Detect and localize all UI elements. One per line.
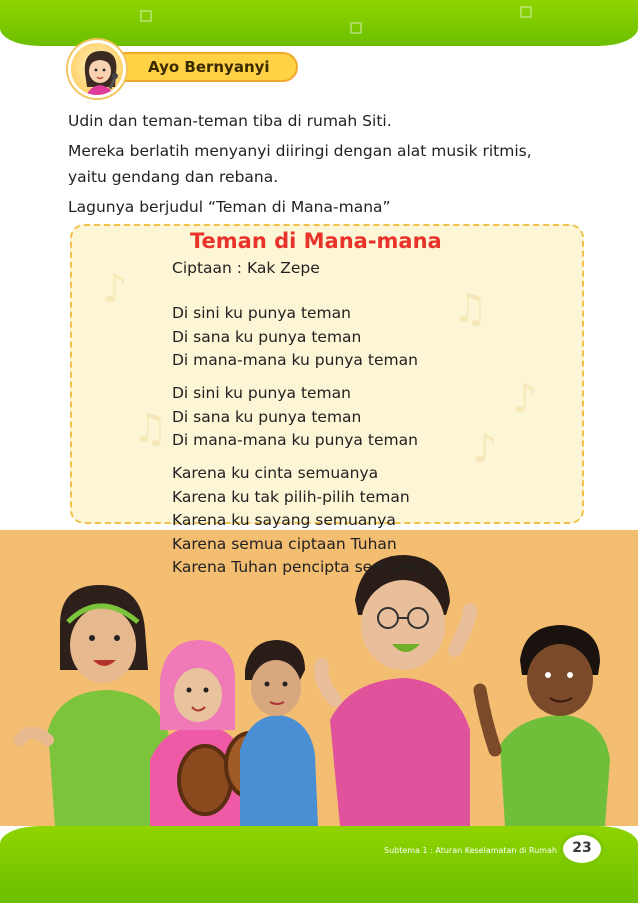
song-stanza-2 — [172, 382, 418, 453]
bottom-decorative-band — [0, 826, 638, 903]
lyric-line: Karena ku tak pilih-pilih teman — [172, 487, 410, 506]
intro-line-2: Mereka berlatih menyanyi diiringi dengan alat musik ritmis, yaitu gendang dan rebana. — [68, 142, 532, 186]
decorative-square — [350, 22, 362, 34]
lyric-line: Di sini ku punya teman — [172, 304, 351, 322]
lyric-line: Di sana ku punya teman — [172, 407, 362, 426]
lyric-line: Di mana-mana ku punya teman — [172, 351, 418, 369]
girl-singing-avatar-icon — [68, 40, 126, 98]
boy-blue-shirt-figure — [240, 640, 318, 826]
music-note-icon: ♪ — [102, 266, 128, 312]
decorative-square — [140, 10, 152, 22]
lyric-line: Karena ku cinta semuanya — [172, 464, 379, 482]
footer-subtitle: Subtema 1 : Aturan Keselamatan di Rumah — [384, 846, 557, 855]
music-note-icon: ♫ — [452, 286, 488, 332]
section-header-badge — [108, 52, 298, 82]
lyric-line: Di sana ku punya teman — [172, 327, 362, 346]
song-title: Teman di Mana-mana — [190, 229, 442, 253]
page-number: 23 — [560, 832, 604, 866]
boy-green-shirt-figure — [480, 625, 610, 826]
intro-line-1: Udin dan teman-teman tiba di rumah Siti. — [68, 112, 392, 130]
lyric-line: Di mana-mana ku punya teman — [172, 431, 418, 449]
section-header-label: Ayo Bernyanyi — [148, 58, 270, 76]
lyric-line: Di sini ku punya teman — [172, 384, 351, 402]
lyric-line: Karena ku sayang semuanya — [172, 511, 396, 529]
music-note-icon: ♪ — [472, 426, 498, 472]
boy-pink-shirt-glasses-figure — [321, 555, 470, 826]
decorative-square — [520, 6, 532, 18]
intro-line-3: Lagunya berjudul “Teman di Mana-mana” — [68, 198, 391, 216]
intro-paragraph — [68, 108, 568, 224]
rebana-drum-icon — [179, 746, 231, 814]
song-stanza-3 — [172, 462, 435, 580]
lyric-line: Karena semua ciptaan Tuhan — [172, 534, 397, 553]
music-note-icon: ♪ — [512, 376, 538, 422]
song-author: Ciptaan : Kak Zepe — [172, 259, 320, 277]
lyric-line: Karena Tuhan pencipta semuanya — [172, 558, 436, 576]
music-note-icon: ♫ — [132, 406, 168, 452]
song-stanza-1 — [172, 302, 418, 373]
